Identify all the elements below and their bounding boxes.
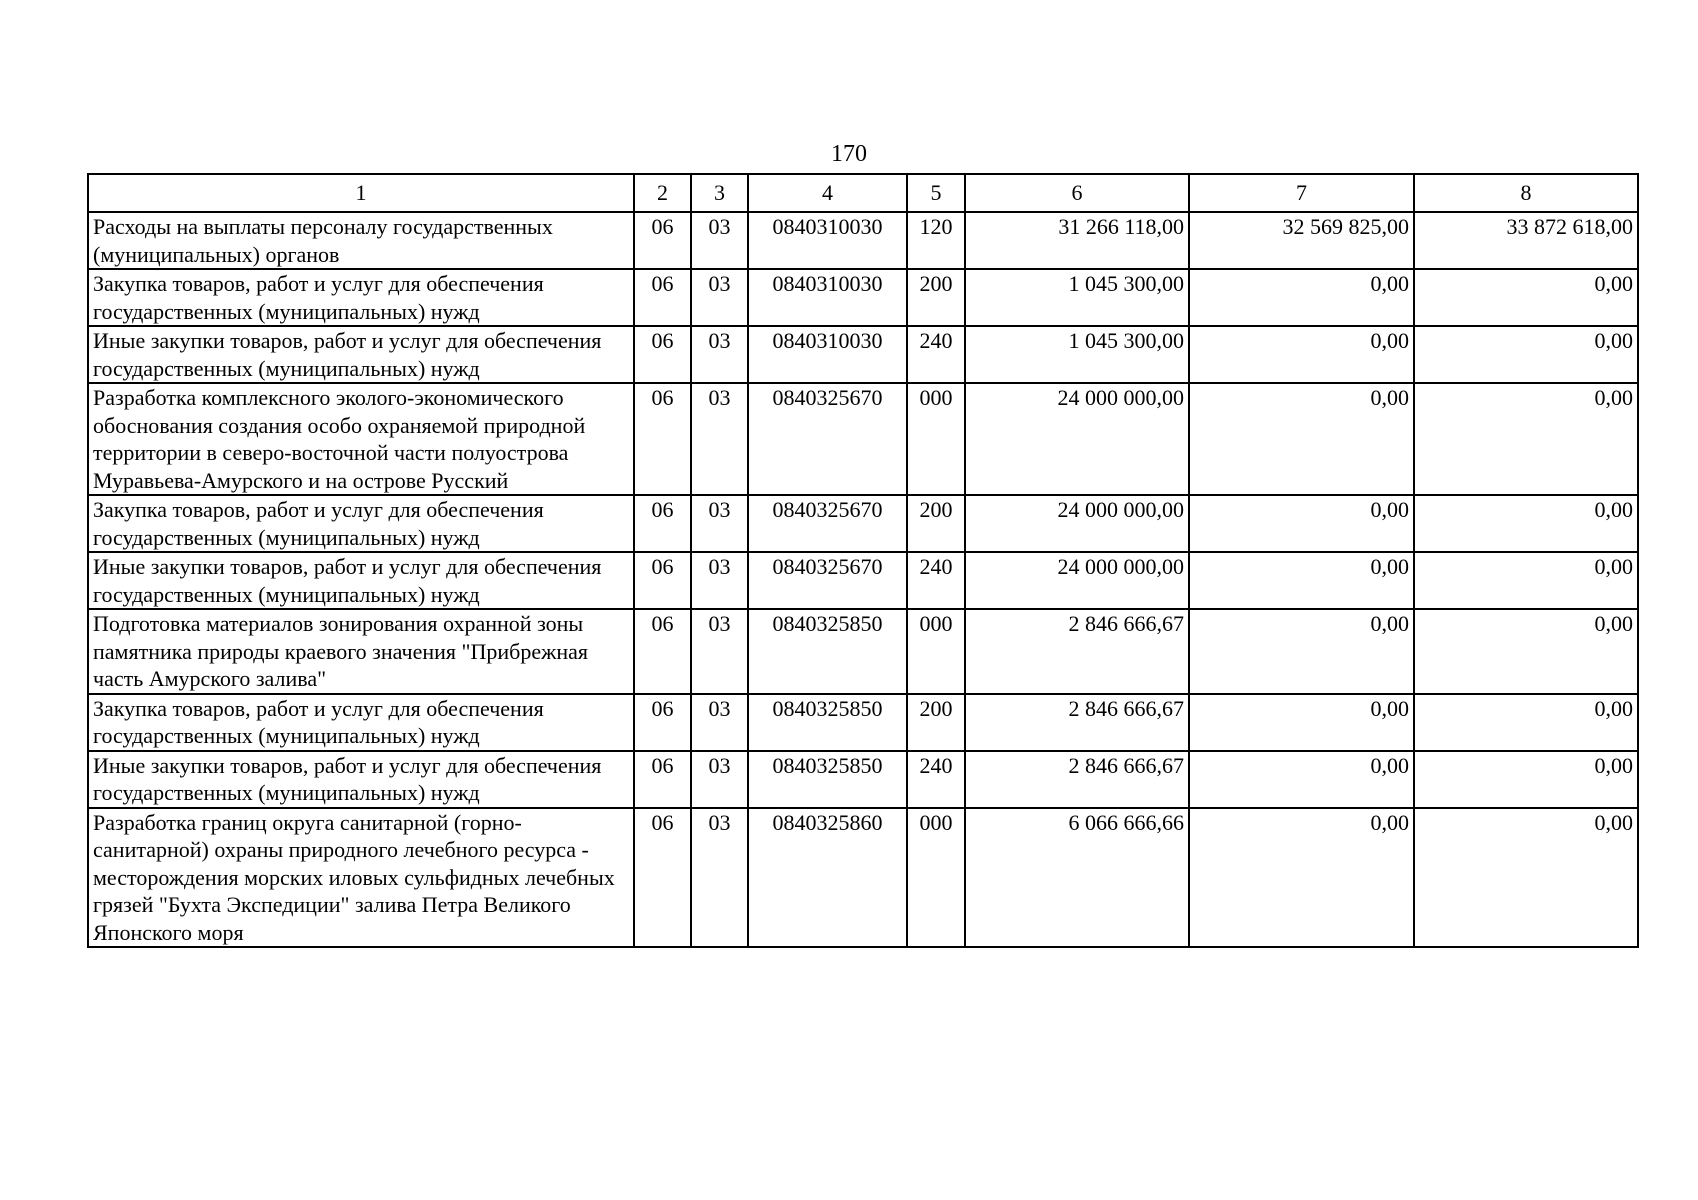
amount-col-6: 2 846 666,67 [965, 694, 1189, 751]
subsection-code: 03 [691, 495, 748, 552]
section-code: 06 [634, 694, 691, 751]
amount-col-6: 24 000 000,00 [965, 383, 1189, 495]
amount-col-6: 1 045 300,00 [965, 269, 1189, 326]
amount-col-8: 0,00 [1414, 609, 1638, 694]
amount-col-6: 24 000 000,00 [965, 552, 1189, 609]
table-row [88, 269, 1638, 326]
amount-col-7: 0,00 [1189, 694, 1414, 751]
column-header-1: 1 [88, 174, 634, 212]
expense-type-code: 200 [907, 495, 965, 552]
row-description: Разработка границ округа санитарной (горно-санитарной) охраны природного лечебного ресурса - месторождения морских иловых сульфидных лечебных грязей "Бухта Экспедиции" залива Петра Великого Японского моря [88, 808, 634, 948]
target-article-code: 0840325850 [748, 609, 907, 694]
target-article-code: 0840325850 [748, 694, 907, 751]
page-number: 170 [831, 141, 867, 167]
amount-col-8: 0,00 [1414, 383, 1638, 495]
section-code: 06 [634, 552, 691, 609]
row-description: Закупка товаров, работ и услуг для обеспечения государственных (муниципальных) нужд [88, 495, 634, 552]
subsection-code: 03 [691, 269, 748, 326]
target-article-code: 0840310030 [748, 212, 907, 269]
amount-col-6: 2 846 666,67 [965, 609, 1189, 694]
amount-col-6: 24 000 000,00 [965, 495, 1189, 552]
subsection-code: 03 [691, 212, 748, 269]
row-description: Иные закупки товаров, работ и услуг для обеспечения государственных (муниципальных) нужд [88, 326, 634, 383]
amount-col-8: 0,00 [1414, 269, 1638, 326]
row-description: Иные закупки товаров, работ и услуг для обеспечения государственных (муниципальных) нужд [88, 552, 634, 609]
expense-type-code: 240 [907, 751, 965, 808]
section-code: 06 [634, 751, 691, 808]
section-code: 06 [634, 269, 691, 326]
expense-type-code: 200 [907, 694, 965, 751]
target-article-code: 0840325860 [748, 808, 907, 948]
amount-col-7: 32 569 825,00 [1189, 212, 1414, 269]
amount-col-8: 0,00 [1414, 751, 1638, 808]
subsection-code: 03 [691, 751, 748, 808]
section-code: 06 [634, 495, 691, 552]
row-description: Подготовка материалов зонирования охранной зоны памятника природы краевого значения "Прибрежная часть Амурского залива" [88, 609, 634, 694]
amount-col-6: 1 045 300,00 [965, 326, 1189, 383]
table-row [88, 808, 1638, 948]
table-row [88, 552, 1638, 609]
column-header-8: 8 [1414, 174, 1638, 212]
amount-col-8: 33 872 618,00 [1414, 212, 1638, 269]
expense-type-code: 240 [907, 552, 965, 609]
amount-col-8: 0,00 [1414, 808, 1638, 948]
section-code: 06 [634, 383, 691, 495]
amount-col-8: 0,00 [1414, 495, 1638, 552]
row-description: Иные закупки товаров, работ и услуг для обеспечения государственных (муниципальных) нужд [88, 751, 634, 808]
row-description: Расходы на выплаты персоналу государственных (муниципальных) органов [88, 212, 634, 269]
subsection-code: 03 [691, 552, 748, 609]
table-row [88, 212, 1638, 269]
expense-type-code: 200 [907, 269, 965, 326]
amount-col-7: 0,00 [1189, 609, 1414, 694]
amount-col-7: 0,00 [1189, 751, 1414, 808]
table-row [88, 694, 1638, 751]
subsection-code: 03 [691, 808, 748, 948]
table-row [88, 326, 1638, 383]
amount-col-7: 0,00 [1189, 269, 1414, 326]
target-article-code: 0840325850 [748, 751, 907, 808]
expense-type-code: 000 [907, 808, 965, 948]
budget-table [87, 173, 1639, 948]
expense-type-code: 000 [907, 383, 965, 495]
subsection-code: 03 [691, 694, 748, 751]
amount-col-8: 0,00 [1414, 694, 1638, 751]
section-code: 06 [634, 212, 691, 269]
target-article-code: 0840325670 [748, 495, 907, 552]
table-row [88, 495, 1638, 552]
target-article-code: 0840325670 [748, 552, 907, 609]
subsection-code: 03 [691, 326, 748, 383]
column-header-6: 6 [965, 174, 1189, 212]
section-code: 06 [634, 609, 691, 694]
expense-type-code: 000 [907, 609, 965, 694]
amount-col-8: 0,00 [1414, 552, 1638, 609]
expense-type-code: 120 [907, 212, 965, 269]
column-header-3: 3 [691, 174, 748, 212]
section-code: 06 [634, 326, 691, 383]
target-article-code: 0840325670 [748, 383, 907, 495]
amount-col-7: 0,00 [1189, 808, 1414, 948]
section-code: 06 [634, 808, 691, 948]
row-description: Закупка товаров, работ и услуг для обеспечения государственных (муниципальных) нужд [88, 269, 634, 326]
amount-col-7: 0,00 [1189, 383, 1414, 495]
column-header-5: 5 [907, 174, 965, 212]
table-row [88, 751, 1638, 808]
table-row [88, 609, 1638, 694]
column-header-2: 2 [634, 174, 691, 212]
subsection-code: 03 [691, 383, 748, 495]
subsection-code: 03 [691, 609, 748, 694]
target-article-code: 0840310030 [748, 326, 907, 383]
expense-type-code: 240 [907, 326, 965, 383]
amount-col-8: 0,00 [1414, 326, 1638, 383]
amount-col-6: 2 846 666,67 [965, 751, 1189, 808]
table-row [88, 383, 1638, 495]
target-article-code: 0840310030 [748, 269, 907, 326]
amount-col-7: 0,00 [1189, 552, 1414, 609]
amount-col-6: 6 066 666,66 [965, 808, 1189, 948]
amount-col-6: 31 266 118,00 [965, 212, 1189, 269]
header-row [88, 174, 1638, 212]
column-header-7: 7 [1189, 174, 1414, 212]
column-header-4: 4 [748, 174, 907, 212]
amount-col-7: 0,00 [1189, 326, 1414, 383]
row-description: Закупка товаров, работ и услуг для обеспечения государственных (муниципальных) нужд [88, 694, 634, 751]
amount-col-7: 0,00 [1189, 495, 1414, 552]
row-description: Разработка комплексного эколого-экономического обоснования создания особо охраняемой природной территории в северо-восточной части полуострова Муравьева-Амурского и на острове Русский [88, 383, 634, 495]
